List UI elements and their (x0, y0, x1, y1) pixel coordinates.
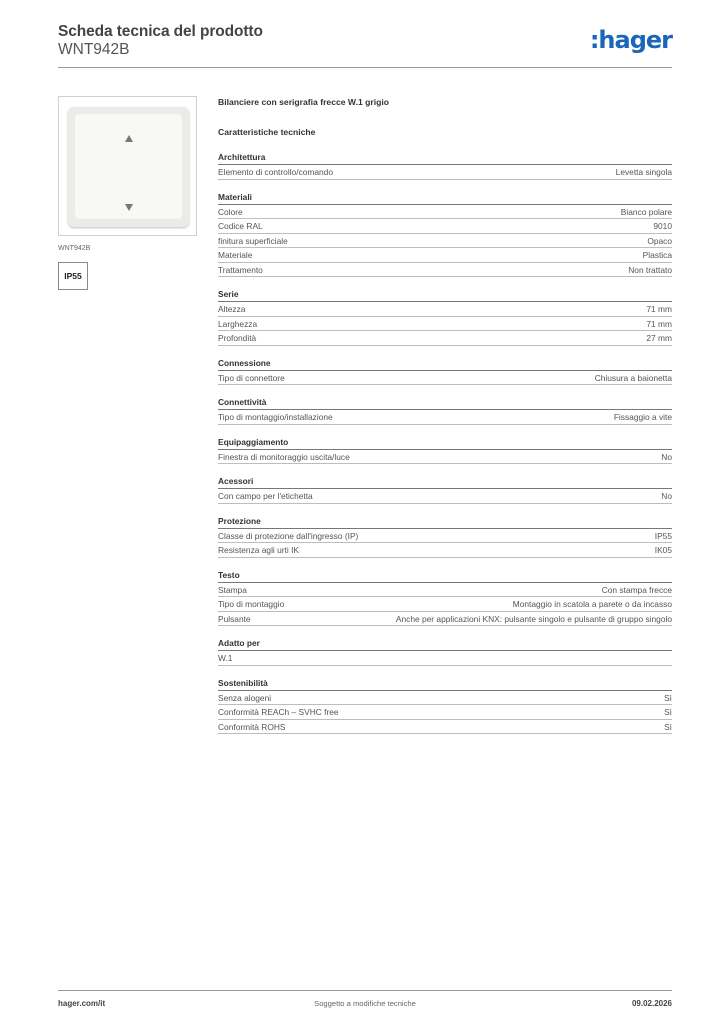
spec-section (218, 638, 672, 666)
spec-section (218, 152, 672, 180)
spec-label: Tipo di montaggio (218, 599, 285, 609)
arrow-down-icon (125, 204, 133, 211)
spec-row (218, 371, 672, 386)
spec-label: Pulsante (218, 613, 251, 624)
spec-value: Levetta singola (615, 167, 672, 177)
section-title: Acessori (218, 476, 254, 486)
spec-label: Elemento di controllo/comando (218, 167, 333, 177)
spec-label: Conformità REACh – SVHC free (218, 707, 339, 717)
spec-row (218, 317, 672, 332)
spec-value: Montaggio in scatola a parete o da incasso (512, 599, 672, 609)
spec-label: Conformità ROHS (218, 721, 286, 732)
spec-label: Materiale (218, 250, 253, 260)
spec-row (218, 691, 672, 706)
section-title: Connessione (218, 357, 271, 368)
spec-label: Tipo di connettore (218, 372, 285, 383)
spec-label: Classe di protezione dall'ingresso (IP) (218, 530, 359, 541)
spec-row (218, 331, 672, 346)
spec-label: Stampa (218, 584, 247, 595)
spec-section (218, 570, 672, 627)
spec-row (218, 612, 672, 627)
spec-value: No (661, 451, 672, 462)
spec-label: Tipo di montaggio/installazione (218, 412, 333, 422)
spec-section (218, 437, 672, 465)
spec-row (218, 720, 672, 735)
spec-value: 71 mm (646, 318, 672, 329)
spec-section (218, 358, 672, 386)
rocker-icon (74, 113, 183, 220)
footer-date: 09.02.2026 (631, 999, 672, 1008)
section-rows (218, 164, 672, 180)
section-title: Protezione (218, 515, 261, 526)
section-title: Connettività (218, 397, 267, 407)
section-rows (218, 650, 672, 666)
product-name: Bilanciere con serigrafia frecce W.1 grigio (218, 97, 389, 107)
spec-row (218, 529, 672, 544)
spec-value: 9010 (653, 221, 672, 231)
spec-value: Sì (664, 721, 672, 732)
spec-row (218, 205, 672, 220)
spec-label: Codice RAL (218, 221, 263, 231)
spec-row (218, 234, 672, 249)
section-rows (218, 204, 672, 278)
spec-value: Fissaggio a vite (613, 412, 672, 422)
spec-label: Senza alogeni (218, 692, 272, 703)
spec-row (218, 583, 672, 598)
spec-value: Con stampa frecce (601, 584, 672, 595)
section-rows (218, 301, 672, 346)
spec-row (218, 165, 672, 180)
spec-section (218, 289, 672, 346)
spec-value: No (661, 491, 672, 501)
spec-value: IP55 (654, 530, 672, 541)
spec-label: Con campo per l'etichetta (218, 491, 313, 501)
spec-label: Larghezza (218, 318, 258, 329)
technical-characteristics-heading: Caratteristiche tecniche (218, 127, 316, 137)
spec-value: 27 mm (646, 333, 672, 343)
document-title: Scheda tecnica del prodotto (58, 23, 263, 40)
spec-value: 71 mm (646, 304, 672, 314)
spec-label: Altezza (218, 304, 246, 314)
section-title: Materiali (218, 191, 252, 202)
spec-label: finitura superficiale (218, 235, 288, 246)
arrow-up-icon (125, 135, 133, 142)
section-title: Testo (218, 569, 240, 580)
section-title: Equipaggiamento (218, 436, 289, 447)
footer-note: Soggetto a modifiche tecniche (314, 999, 416, 1008)
spec-row (218, 219, 672, 234)
section-rows (218, 528, 672, 558)
spec-section (218, 192, 672, 278)
spec-label: Profondità (218, 333, 257, 343)
spec-row (218, 410, 672, 425)
spec-row (218, 597, 672, 612)
spec-sections (218, 152, 672, 734)
spec-content (218, 97, 672, 746)
spec-row (218, 543, 672, 558)
spec-value: Sì (664, 692, 672, 703)
spec-row (218, 705, 672, 720)
spec-value: Sì (664, 707, 672, 717)
spec-value: Opaco (647, 235, 672, 246)
spec-label: Trattamento (218, 264, 263, 275)
spec-label: Finestra di monitoraggio uscita/luce (218, 451, 350, 462)
section-title: Architettura (218, 152, 266, 162)
spec-value: Non trattato (628, 264, 672, 275)
spec-value: Bianco polare (620, 206, 672, 217)
section-rows (218, 488, 672, 504)
spec-section (218, 397, 672, 425)
spec-value: IK05 (654, 545, 672, 555)
spec-value: Plastica (642, 250, 672, 260)
product-code: WNT942B (58, 41, 130, 58)
section-rows (218, 449, 672, 465)
hager-logo: :hager (589, 26, 672, 54)
spec-value: Chiusura a baionetta (594, 372, 672, 383)
product-image (58, 96, 197, 236)
spec-section (218, 516, 672, 558)
image-caption: WNT942B (58, 245, 91, 252)
spec-row (218, 489, 672, 504)
spec-label: Resistenza agli urti IK (218, 545, 299, 555)
section-rows (218, 690, 672, 735)
spec-row (218, 263, 672, 278)
section-rows (218, 582, 672, 627)
spec-value: Anche per applicazioni KNX: pulsante singolo e pulsante di gruppo singolo (395, 613, 672, 624)
ip-rating-badge: IP55 (58, 262, 88, 290)
spec-row (218, 248, 672, 263)
spec-section (218, 476, 672, 504)
section-rows (218, 409, 672, 425)
section-title: Sostenibilità (218, 677, 268, 688)
switch-plate (68, 107, 189, 227)
spec-label: Colore (218, 206, 243, 217)
section-title: Adatto per (218, 638, 260, 648)
spec-row (218, 651, 672, 666)
spec-label: W.1 (218, 653, 233, 663)
spec-section (218, 678, 672, 735)
footer-website: hager.com/it (58, 999, 106, 1008)
page-footer (58, 990, 672, 1015)
spec-row (218, 450, 672, 465)
section-rows (218, 370, 672, 386)
page-header (58, 20, 672, 68)
spec-row (218, 302, 672, 317)
section-title: Serie (218, 289, 239, 299)
